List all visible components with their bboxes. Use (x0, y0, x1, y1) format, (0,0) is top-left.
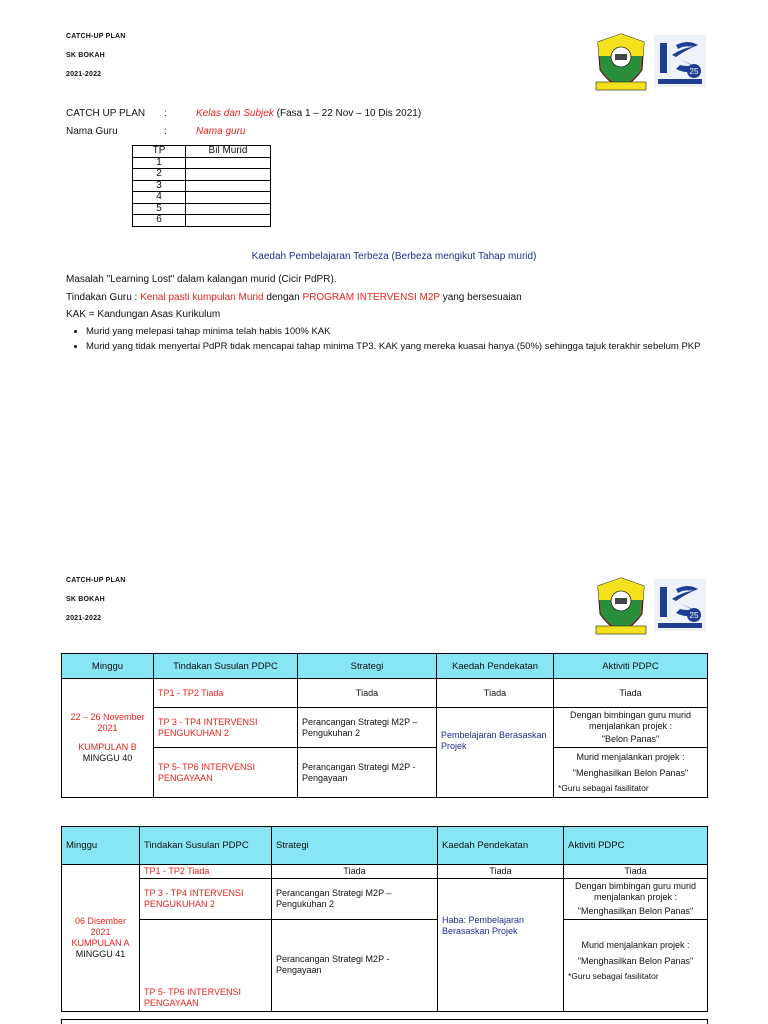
aktiviti-project: "Menghasilkan Belon Panas" (577, 906, 694, 916)
col-strategi: Strategi (272, 827, 438, 865)
phase-dates: (Fasa 1 – 22 Nov – 10 Dis 2021) (276, 108, 422, 119)
col-aktiviti: Aktiviti PDPC (564, 827, 708, 865)
action-program: PROGRAM INTERVENSI M2P (302, 292, 440, 303)
bullet-item: • Murid yang tidak menyertai PdPR tidak mencapai tahap minima TP3. KAK yang mereka kuasai hanya (50%) sehingga tajuk terakhir sebelum PKP (86, 341, 726, 353)
tindakan-cell: TP 3 - TP4 INTERVENSI PENGUKUHAN 2 (154, 708, 298, 748)
strategi-cell: Perancangan Strategi M2P – Pengukuhan 2 (272, 879, 438, 920)
tp-level: 6 (133, 215, 186, 227)
tp-table-header-row (133, 146, 271, 158)
problem-statement: Masalah "Learning Lost" dalam kalangan murid (Cicir PdPR). (66, 274, 337, 285)
tp-row (133, 215, 271, 227)
kaedah-cell: Tiada (438, 865, 564, 879)
kaedah-cell: Pembelajaran Berasaskan Projek (437, 708, 554, 798)
tindakan-cell: TP1 - TP2 Tiada (154, 679, 298, 708)
tp-count-cell[interactable] (186, 203, 271, 215)
tp-level: 5 (133, 203, 186, 215)
week-date: 22 – 26 November 2021 (70, 712, 145, 733)
header2-line-3: 2021-2022 (66, 615, 102, 622)
strategi-cell: Perancangan Strategi M2P - Pengayaan (272, 920, 438, 1012)
logos-top (592, 30, 706, 92)
week-date: 06 Disember 2021 (74, 916, 127, 937)
kaedah-cell: Haba: Pembelajaran Berasaskan Projek (438, 879, 564, 1012)
col-tindakan: Tindakan Susulan PDPC (154, 654, 298, 679)
next-table-edge (61, 1019, 708, 1024)
action-identify: Kenal pasti kumpulan Murid (140, 292, 264, 303)
school-crest-icon (592, 574, 650, 636)
action-suitable: yang bersesuaian (442, 292, 522, 303)
colon-1: : (164, 108, 167, 119)
tp-header: TP (133, 146, 186, 158)
section-title: Kaedah Pembelajaran Terbeza (Berbeza mengikut Tahap murid) (251, 251, 537, 262)
aktiviti-cell: Tiada (554, 679, 708, 708)
teacher-action (66, 292, 522, 303)
col-tindakan: Tindakan Susulan PDPC (140, 827, 272, 865)
col-strategi: Strategi (298, 654, 437, 679)
table-row (62, 748, 708, 798)
bullet-item: • Murid yang melepasi tahap minima telah habis 100% KAK (86, 326, 726, 338)
week-number: MINGGU 40 (82, 753, 133, 763)
aktiviti-line: Murid menjalankan projek : (581, 940, 690, 950)
table-row (62, 920, 708, 1012)
ks-logo-icon (654, 579, 706, 631)
header-line-1: CATCH-UP PLAN (66, 33, 126, 40)
aktiviti-line: Dengan bimbingan guru murid menjalankan projek : (569, 710, 692, 731)
ks-logo-icon (654, 35, 706, 87)
header2-line-1: CATCH-UP PLAN (66, 577, 126, 584)
header-line-3: 2021-2022 (66, 71, 102, 78)
tp-count-cell[interactable] (186, 215, 271, 227)
action-with: dengan (266, 292, 300, 303)
table-row (62, 679, 708, 708)
header-line-2: SK BOKAH (66, 52, 105, 59)
col-kaedah: Kaedah Pendekatan (437, 654, 554, 679)
tp-level: 1 (133, 157, 186, 169)
tp-row (133, 180, 271, 192)
table-row (62, 708, 708, 748)
tp-row (133, 203, 271, 215)
kak-definition: KAK = Kandungan Asas Kurikulum (66, 309, 221, 320)
tp-count-table (132, 145, 271, 227)
tp-count-cell[interactable] (186, 180, 271, 192)
plan-table-header-row (62, 654, 708, 679)
ks-number: 25 (689, 611, 699, 620)
aktiviti-line: Murid menjalankan projek : (576, 751, 685, 762)
catch-up-value (196, 108, 421, 119)
tindakan-cell: TP 5- TP6 INTERVENSI PENGAYAAN (140, 920, 272, 1012)
week-group: KUMPULAN B (78, 742, 137, 752)
aktiviti-note: *Guru sebagai fasilitator (568, 971, 659, 981)
col-minggu: Minggu (62, 654, 154, 679)
aktiviti-cell (554, 708, 708, 748)
col-aktiviti: Aktiviti PDPC (554, 654, 708, 679)
week-cell (62, 679, 154, 798)
header2-line-2: SK BOKAH (66, 596, 105, 603)
plan-table-week-41 (61, 826, 708, 1012)
tindakan-cell: TP1 - TP2 Tiada (140, 865, 272, 879)
aktiviti-cell (554, 748, 708, 798)
col-minggu: Minggu (62, 827, 140, 865)
plan-table-header-row (62, 827, 708, 865)
colon-2: : (164, 126, 167, 137)
teacher-name-placeholder: Nama guru (196, 126, 246, 137)
tp-row (133, 192, 271, 204)
aktiviti-project: "Menghasilkan Belon Panas" (577, 956, 694, 966)
week-cell (62, 865, 140, 1012)
class-subject-placeholder: Kelas dan Subjek (196, 108, 274, 119)
strategi-cell: Tiada (298, 679, 437, 708)
aktiviti-cell (564, 920, 708, 1012)
aktiviti-cell (564, 879, 708, 920)
strategi-cell: Tiada (272, 865, 438, 879)
tindakan-cell: TP 5- TP6 INTERVENSI PENGAYAAN (154, 748, 298, 798)
tp-level: 4 (133, 192, 186, 204)
action-label: Tindakan Guru : (66, 292, 138, 303)
tp-level: 2 (133, 169, 186, 181)
tp-level: 3 (133, 180, 186, 192)
aktiviti-note: *Guru sebagai fasilitator (558, 782, 649, 793)
aktiviti-cell: Tiada (564, 865, 708, 879)
ks-number: 25 (689, 67, 699, 76)
plan-table-week-40 (61, 653, 708, 798)
tp-count-cell[interactable] (186, 192, 271, 204)
week-number: MINGGU 41 (75, 949, 126, 959)
col-kaedah: Kaedah Pendekatan (438, 827, 564, 865)
school-crest-icon (592, 30, 650, 92)
strategi-cell: Perancangan Strategi M2P - Pengayaan (298, 748, 437, 798)
aktiviti-project: "Belon Panas" (601, 734, 660, 744)
tp-row (133, 169, 271, 181)
bil-murid-header: Bil Murid (186, 146, 271, 158)
tp-row (133, 157, 271, 169)
strategi-cell: Perancangan Strategi M2P – Pengukuhan 2 (298, 708, 437, 748)
catch-up-label: CATCH UP PLAN (66, 108, 146, 119)
tindakan-cell: TP 3 - TP4 INTERVENSI PENGUKUHAN 2 (140, 879, 272, 920)
kaedah-cell: Tiada (437, 679, 554, 708)
tp-count-cell[interactable] (186, 157, 271, 169)
week-group: KUMPULAN A (71, 938, 130, 948)
table-row (62, 879, 708, 920)
bullet-list (66, 326, 726, 356)
tp-count-cell[interactable] (186, 169, 271, 181)
teacher-label: Nama Guru (66, 126, 118, 137)
logos-middle (592, 574, 706, 636)
aktiviti-project: "Menghasilkan Belon Panas" (572, 767, 689, 778)
aktiviti-line: Dengan bimbingan guru murid menjalankan projek : (574, 881, 697, 902)
table-row (62, 865, 708, 879)
